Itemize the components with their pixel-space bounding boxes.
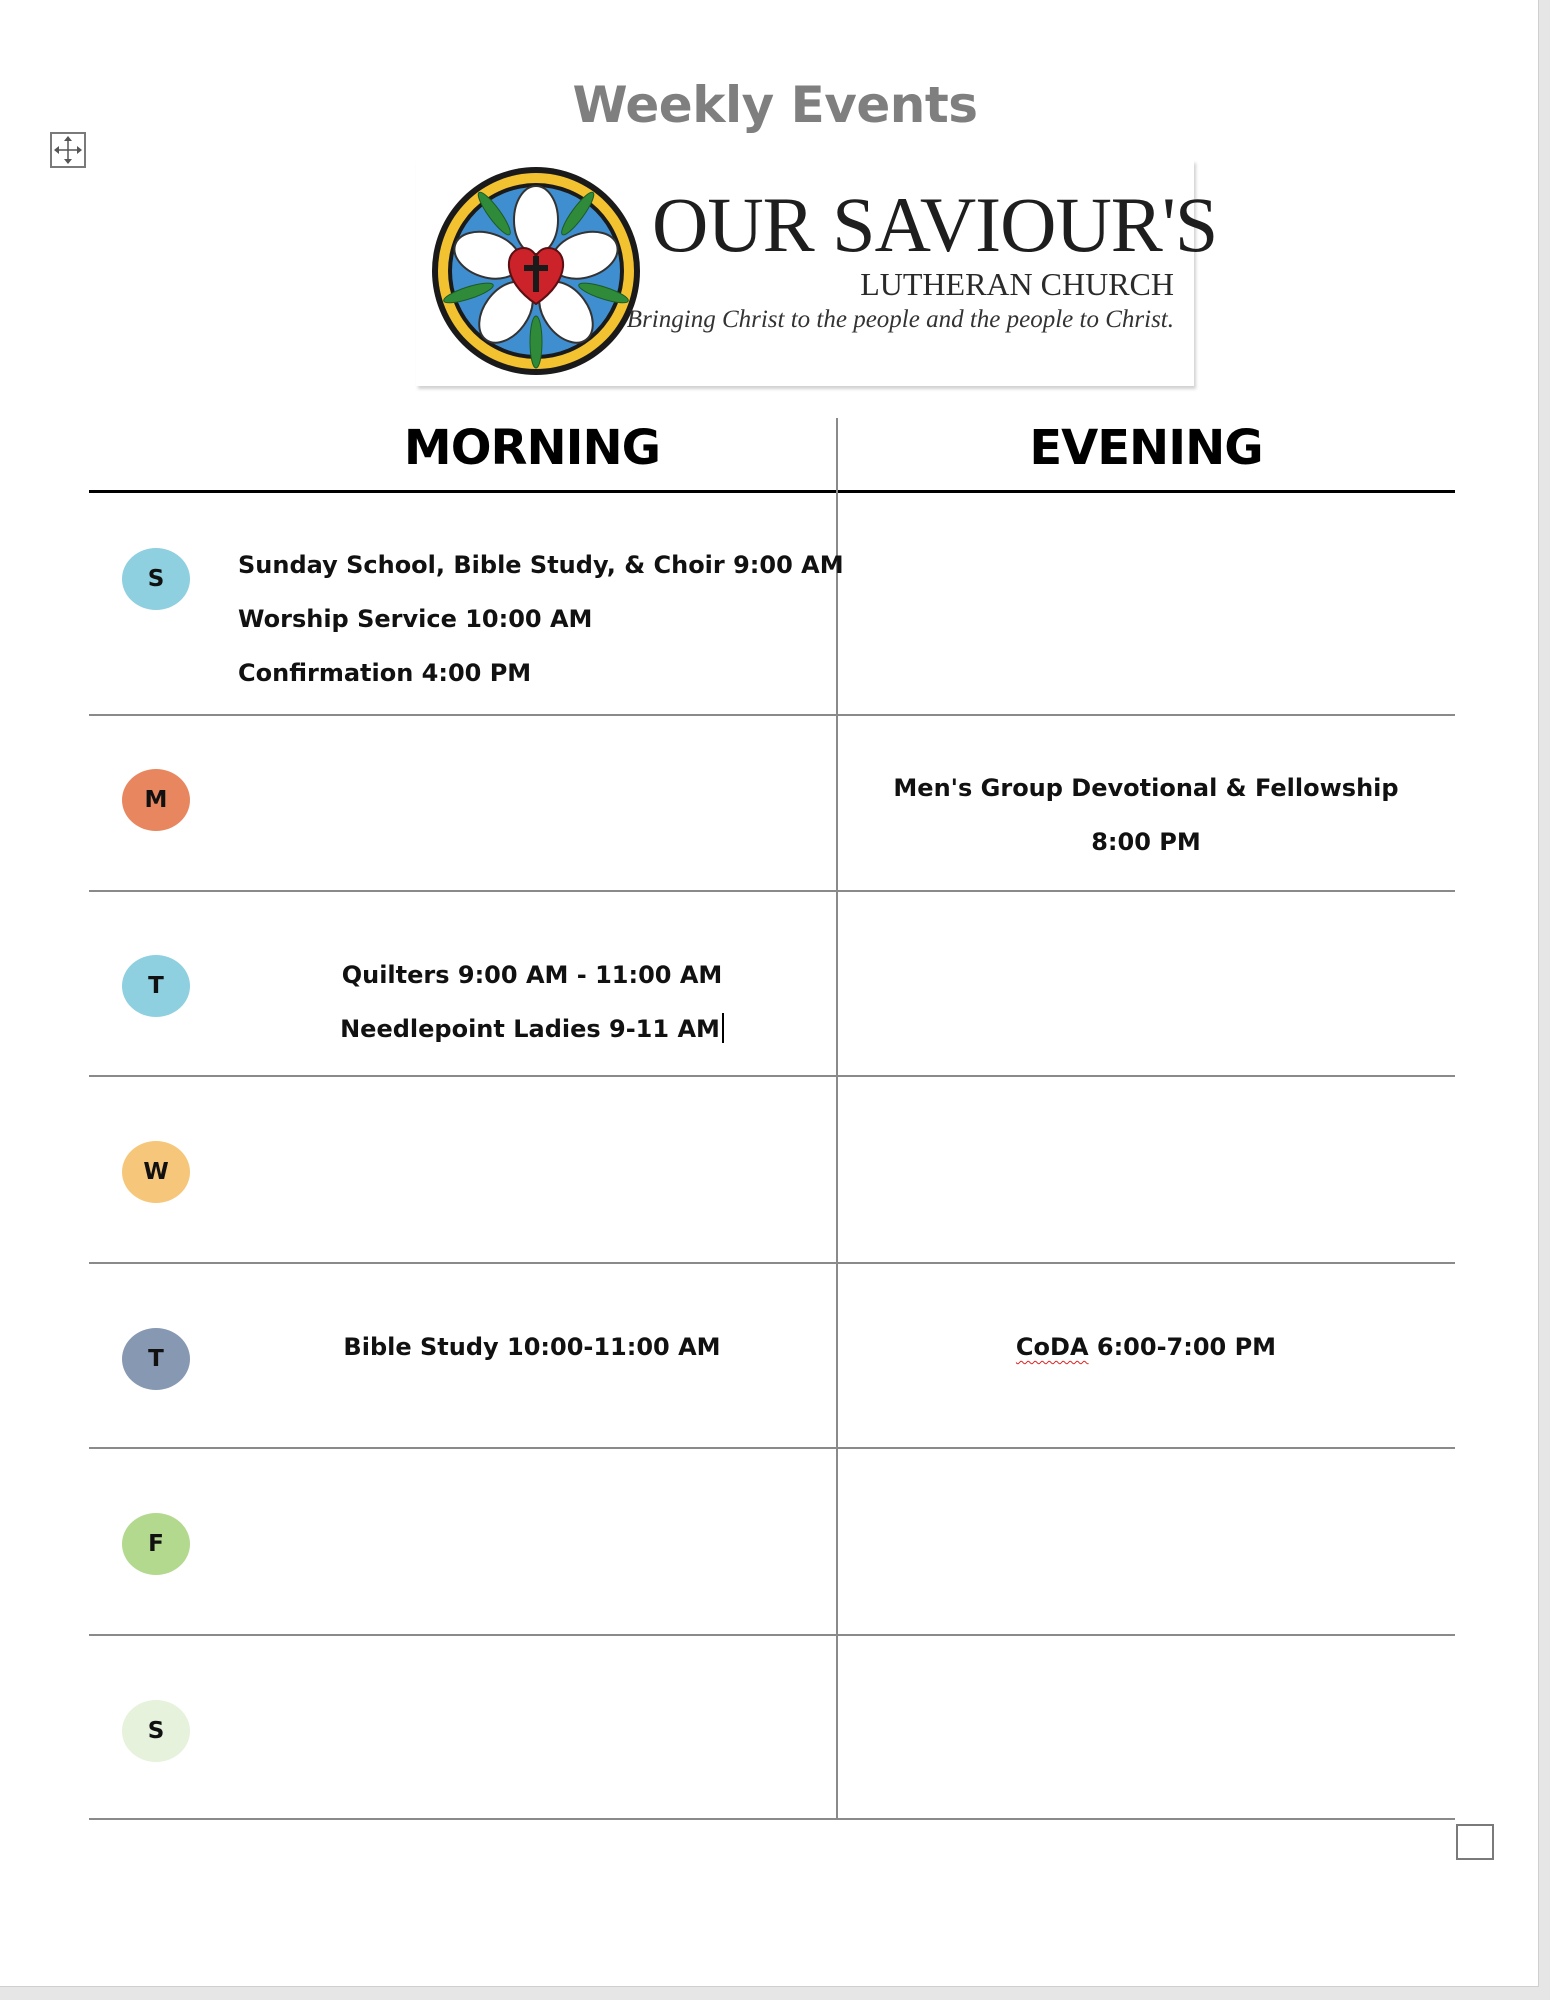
event-line: Men's Group Devotional & Fellowship (893, 774, 1399, 802)
row-divider (89, 714, 1455, 716)
event-line: Confirmation 4:00 PM (238, 659, 532, 687)
page-title: Weekly Events (572, 76, 978, 134)
event-line: Bible Study 10:00-11:00 AM (343, 1333, 721, 1361)
cell-thursday-morning[interactable] (232, 1320, 832, 1374)
day-circle-sunday: S (122, 548, 190, 610)
day-circle-friday: F (122, 1513, 190, 1575)
row-divider (89, 1262, 1455, 1264)
row-divider (89, 1634, 1455, 1636)
text-cursor (722, 1013, 724, 1043)
luther-rose-seal-icon (430, 162, 642, 380)
column-header-morning: MORNING (403, 420, 661, 476)
day-circle-saturday: S (122, 1700, 190, 1762)
cell-thursday-evening[interactable] (838, 1320, 1454, 1374)
column-header-evening: EVENING (1029, 420, 1263, 476)
event-line: Sunday School, Bible Study, & Choir 9:00 AM (238, 551, 844, 579)
day-circle-tuesday: T (122, 955, 190, 1017)
table-resize-handle[interactable] (1456, 1824, 1494, 1860)
day-circle-wednesday: W (122, 1141, 190, 1203)
cell-tuesday-morning[interactable] (232, 948, 832, 1056)
event-time: 6:00-7:00 PM (1088, 1333, 1277, 1361)
table-move-handle[interactable] (50, 132, 86, 168)
event-line: Quilters 9:00 AM - 11:00 AM (341, 961, 723, 989)
day-circle-thursday: T (122, 1328, 190, 1390)
event-line: Needlepoint Ladies 9-11 AM (340, 1015, 720, 1043)
misspelled-word: CoDA (1015, 1333, 1089, 1361)
event-line: Worship Service 10:00 AM (238, 605, 593, 633)
cell-monday-evening[interactable] (838, 761, 1454, 869)
move-arrows-icon (52, 134, 84, 166)
church-name: OUR SAVIOUR'S (652, 181, 1218, 268)
row-divider (89, 1818, 1455, 1820)
church-subtitle: LUTHERAN CHURCH (860, 266, 1174, 302)
day-circle-monday: M (122, 769, 190, 831)
row-divider (89, 1075, 1455, 1077)
header-rule (89, 490, 1455, 493)
cell-sunday-morning[interactable] (238, 538, 844, 700)
event-line: 8:00 PM (1091, 828, 1201, 856)
church-tagline: Bringing Christ to the people and the people to Christ. (626, 306, 1174, 333)
row-divider (89, 890, 1455, 892)
church-logo (416, 160, 1218, 386)
row-divider (89, 1447, 1455, 1449)
